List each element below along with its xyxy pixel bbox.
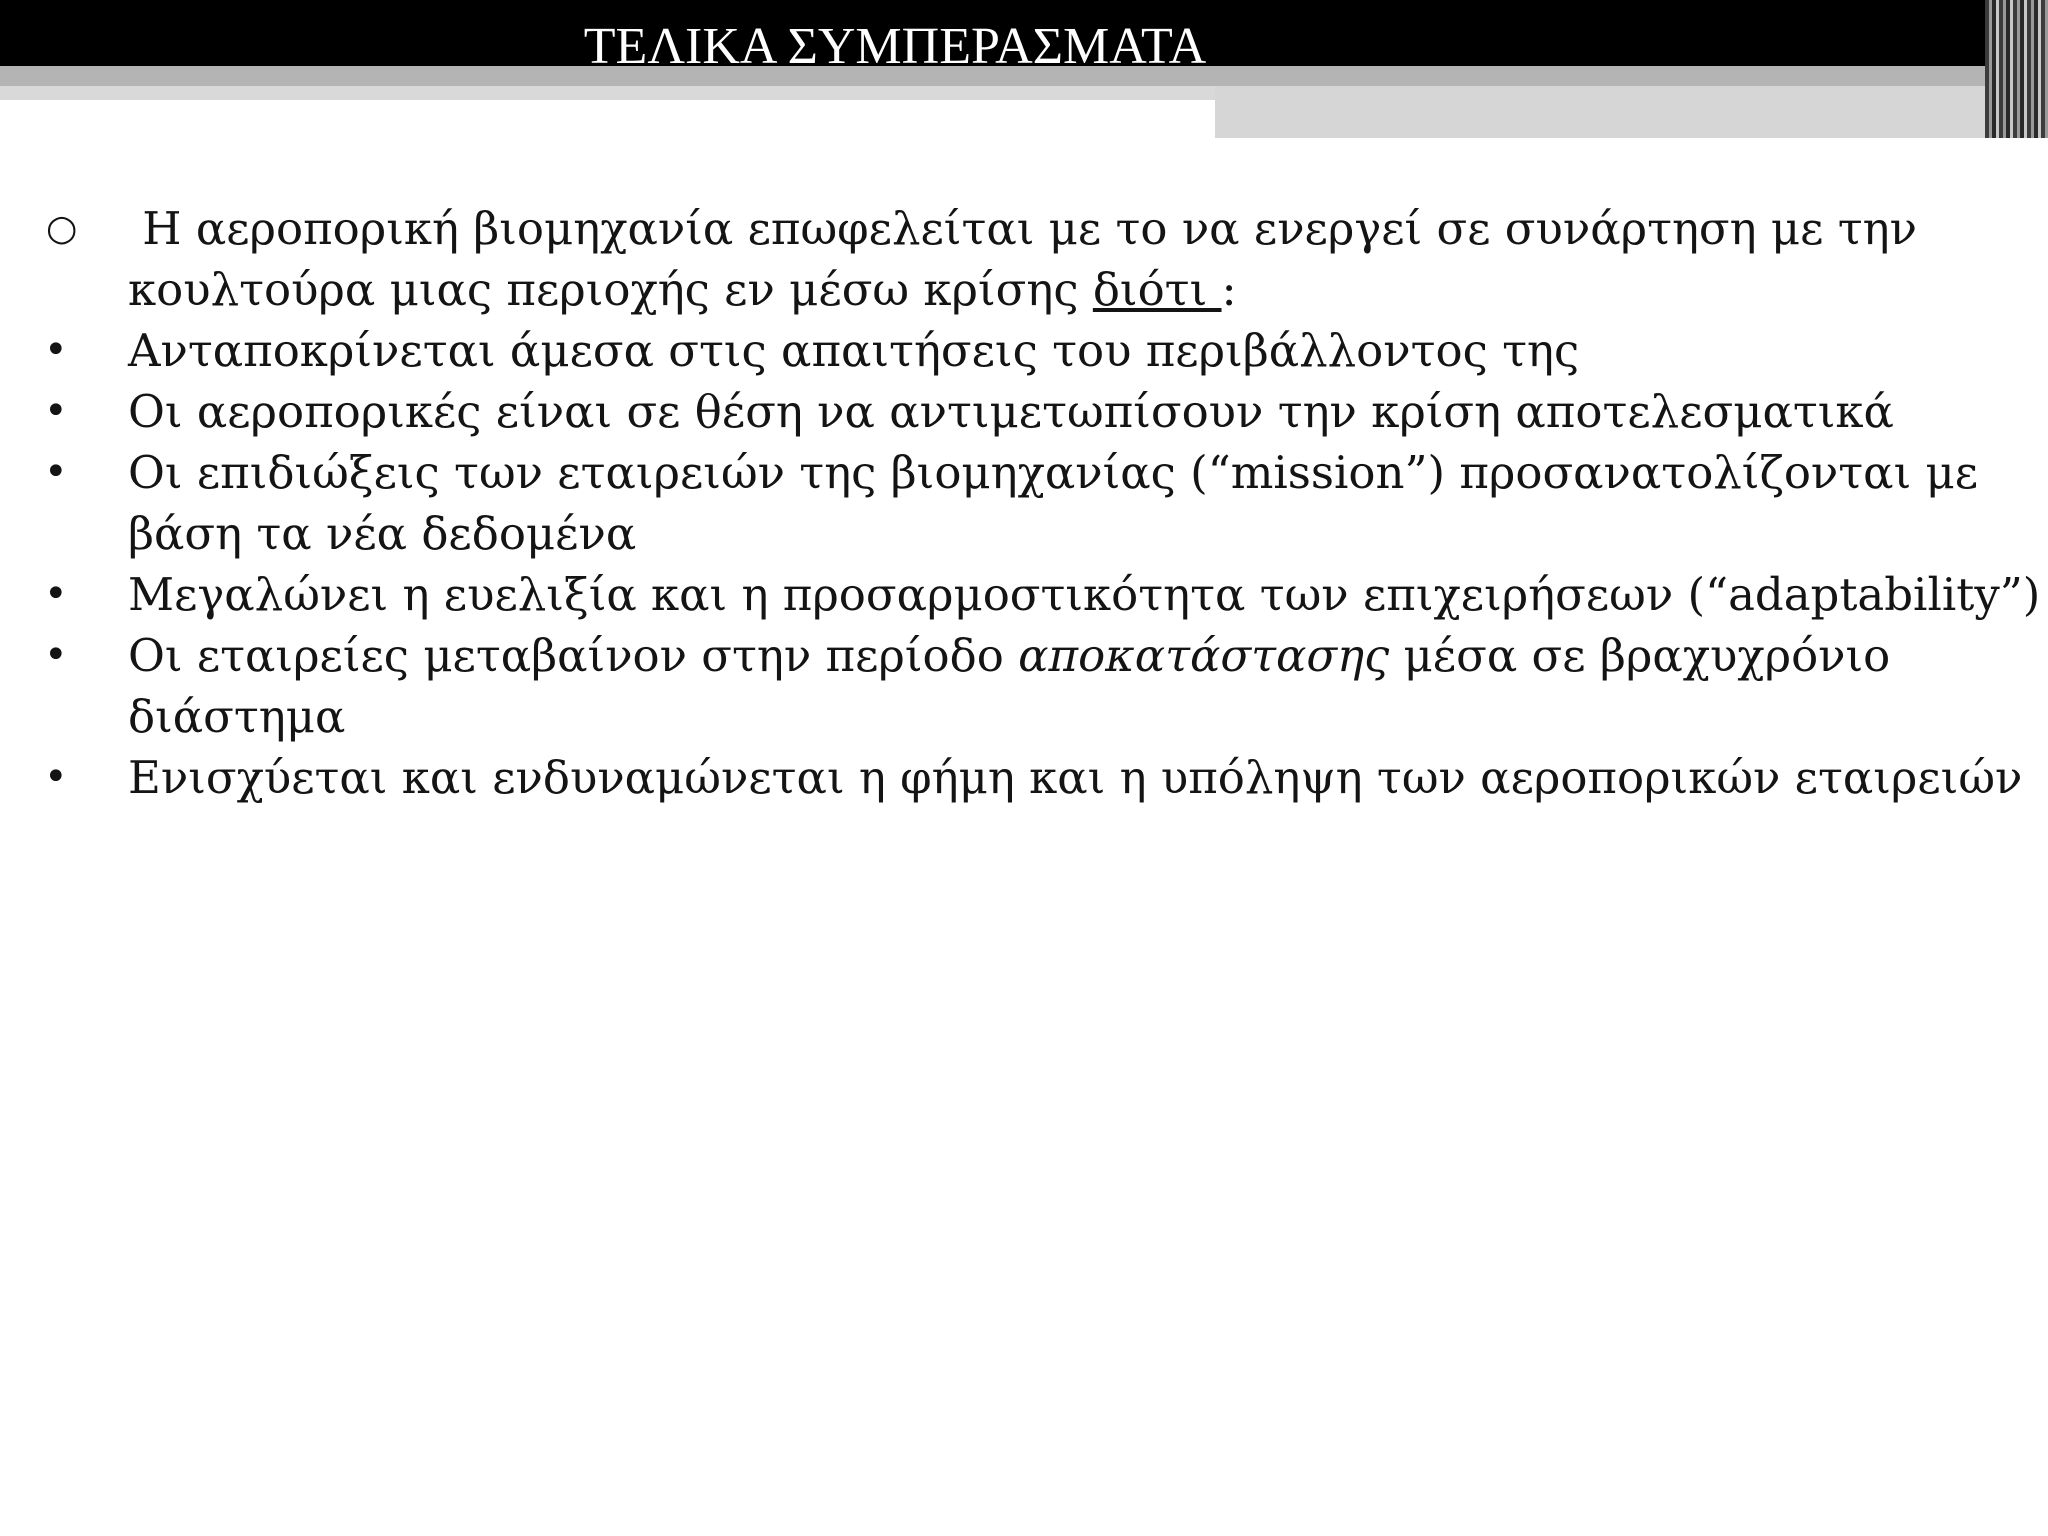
bullet-icon: •: [44, 632, 68, 678]
list-item-text: [128, 625, 2048, 686]
bullet-icon: •: [44, 449, 68, 495]
list-item-text: Ενισχύεται και ενδυναμώνεται η φήμη και η υπόληψη των αεροπορικών εταιρειών: [128, 751, 2023, 804]
list-item-text: Οι αεροπορικές είναι σε θέση να αντιμετωπίσουν την κρίση αποτελεσματικά: [128, 385, 1894, 438]
list-item: [0, 442, 2048, 564]
italic-word: αποκατάστασης: [1018, 629, 1390, 682]
header-stripes: [1985, 0, 2048, 138]
underlined-word: διότι: [1092, 263, 1222, 316]
slide-title: ΤΕΛΙΚΑ ΣΥΜΠΕΡΑΣΜΑΤΑ: [583, 18, 1207, 75]
list-item: [0, 320, 2048, 381]
intro-colon: :: [1221, 263, 1237, 316]
bullet-icon: •: [44, 327, 68, 373]
header-band-right: [1215, 86, 1985, 138]
list-item-text: Μεγαλώνει η ευελιξία και η προσαρμοστικότητα των επιχειρήσεων (“adaptability”): [128, 568, 2041, 621]
list-item-text: Ανταποκρίνεται άμεσα στις απαιτήσεις του περιβάλλοντος της: [128, 324, 1580, 377]
intro-line-2: [128, 259, 2048, 320]
list-item: [0, 747, 2048, 808]
list-item: [0, 625, 2048, 747]
list-item-text-continued: διάστημα: [128, 690, 346, 743]
bullet-icon: •: [44, 571, 68, 617]
list-item-text-end: μέσα σε βραχυχρόνιο: [1389, 629, 1891, 682]
intro-line-2-text: κουλτούρα μιας περιοχής εν μέσω κρίσης: [128, 263, 1093, 316]
list-item-text: Οι επιδιώξεις των εταιρειών της βιομηχανίας (“mission”) προσανατολίζονται με: [128, 446, 1979, 499]
bullet-icon: •: [44, 388, 68, 434]
intro-line-1: Η αεροπορική βιομηχανία επωφελείται με το να ενεργεί σε συνάρτηση με την: [128, 202, 1917, 255]
list-item-text-start: Οι εταιρείες μεταβαίνον στην περίοδο: [128, 629, 1019, 682]
intro-paragraph: [0, 198, 2048, 320]
hollow-circle-bullet-icon: ○: [46, 208, 78, 249]
bullet-list: [0, 198, 2048, 808]
list-item: [0, 564, 2048, 625]
bullet-icon: •: [44, 754, 68, 800]
list-item-text-continued: βάση τα νέα δεδομένα: [128, 507, 637, 560]
header-band-light: [0, 86, 1215, 100]
list-item: [0, 381, 2048, 442]
